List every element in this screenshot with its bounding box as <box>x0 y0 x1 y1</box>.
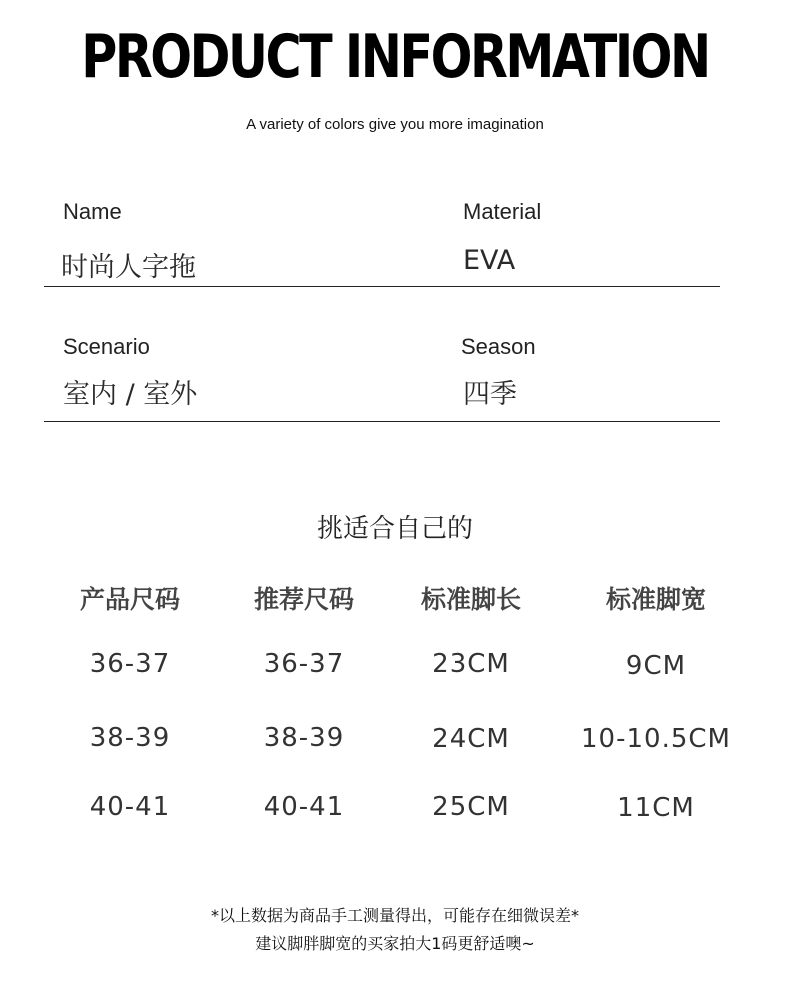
size-header-foot-width: 标准脚宽 <box>605 585 706 614</box>
size-advice-note: 建议脚胖脚宽的买家拍大1码更舒适噢~ <box>255 934 535 953</box>
material-value: EVA <box>463 245 516 276</box>
size-header-foot-length: 标准脚长 <box>420 585 521 614</box>
season-label: Season <box>461 334 536 359</box>
table-cell: 40-41 <box>263 792 345 822</box>
table-cell: 24CM <box>432 724 510 754</box>
table-cell: 9CM <box>625 651 687 681</box>
page-subtitle: A variety of colors give you more imagination <box>246 116 544 133</box>
name-value: 时尚人字拖 <box>61 252 196 283</box>
size-chart-title: 挑适合自己的 <box>316 514 473 544</box>
table-cell: 38-39 <box>89 723 171 753</box>
name-label: Name <box>63 199 122 224</box>
size-header-product-size: 产品尺码 <box>79 585 180 614</box>
table-cell: 38-39 <box>263 723 345 753</box>
page-title: PRODUCT INFORMATION <box>81 22 709 92</box>
table-cell: 10-10.5CM <box>581 724 731 754</box>
table-cell: 40-41 <box>89 792 171 822</box>
table-cell: 11CM <box>617 793 695 823</box>
table-cell: 23CM <box>432 649 510 679</box>
scenario-label: Scenario <box>63 334 150 359</box>
measurement-note: *以上数据为商品手工测量得出，可能存在细微误差* <box>210 906 579 925</box>
scenario-value: 室内 / 室外 <box>63 379 198 410</box>
table-cell: 36-37 <box>263 649 345 679</box>
table-cell: 25CM <box>432 792 510 822</box>
size-header-recommended-size: 推荐尺码 <box>253 585 354 614</box>
material-label: Material <box>463 199 542 224</box>
info-divider-1 <box>44 286 720 287</box>
info-divider-2 <box>44 421 720 422</box>
season-value: 四季 <box>463 379 517 410</box>
table-cell: 36-37 <box>89 649 171 679</box>
